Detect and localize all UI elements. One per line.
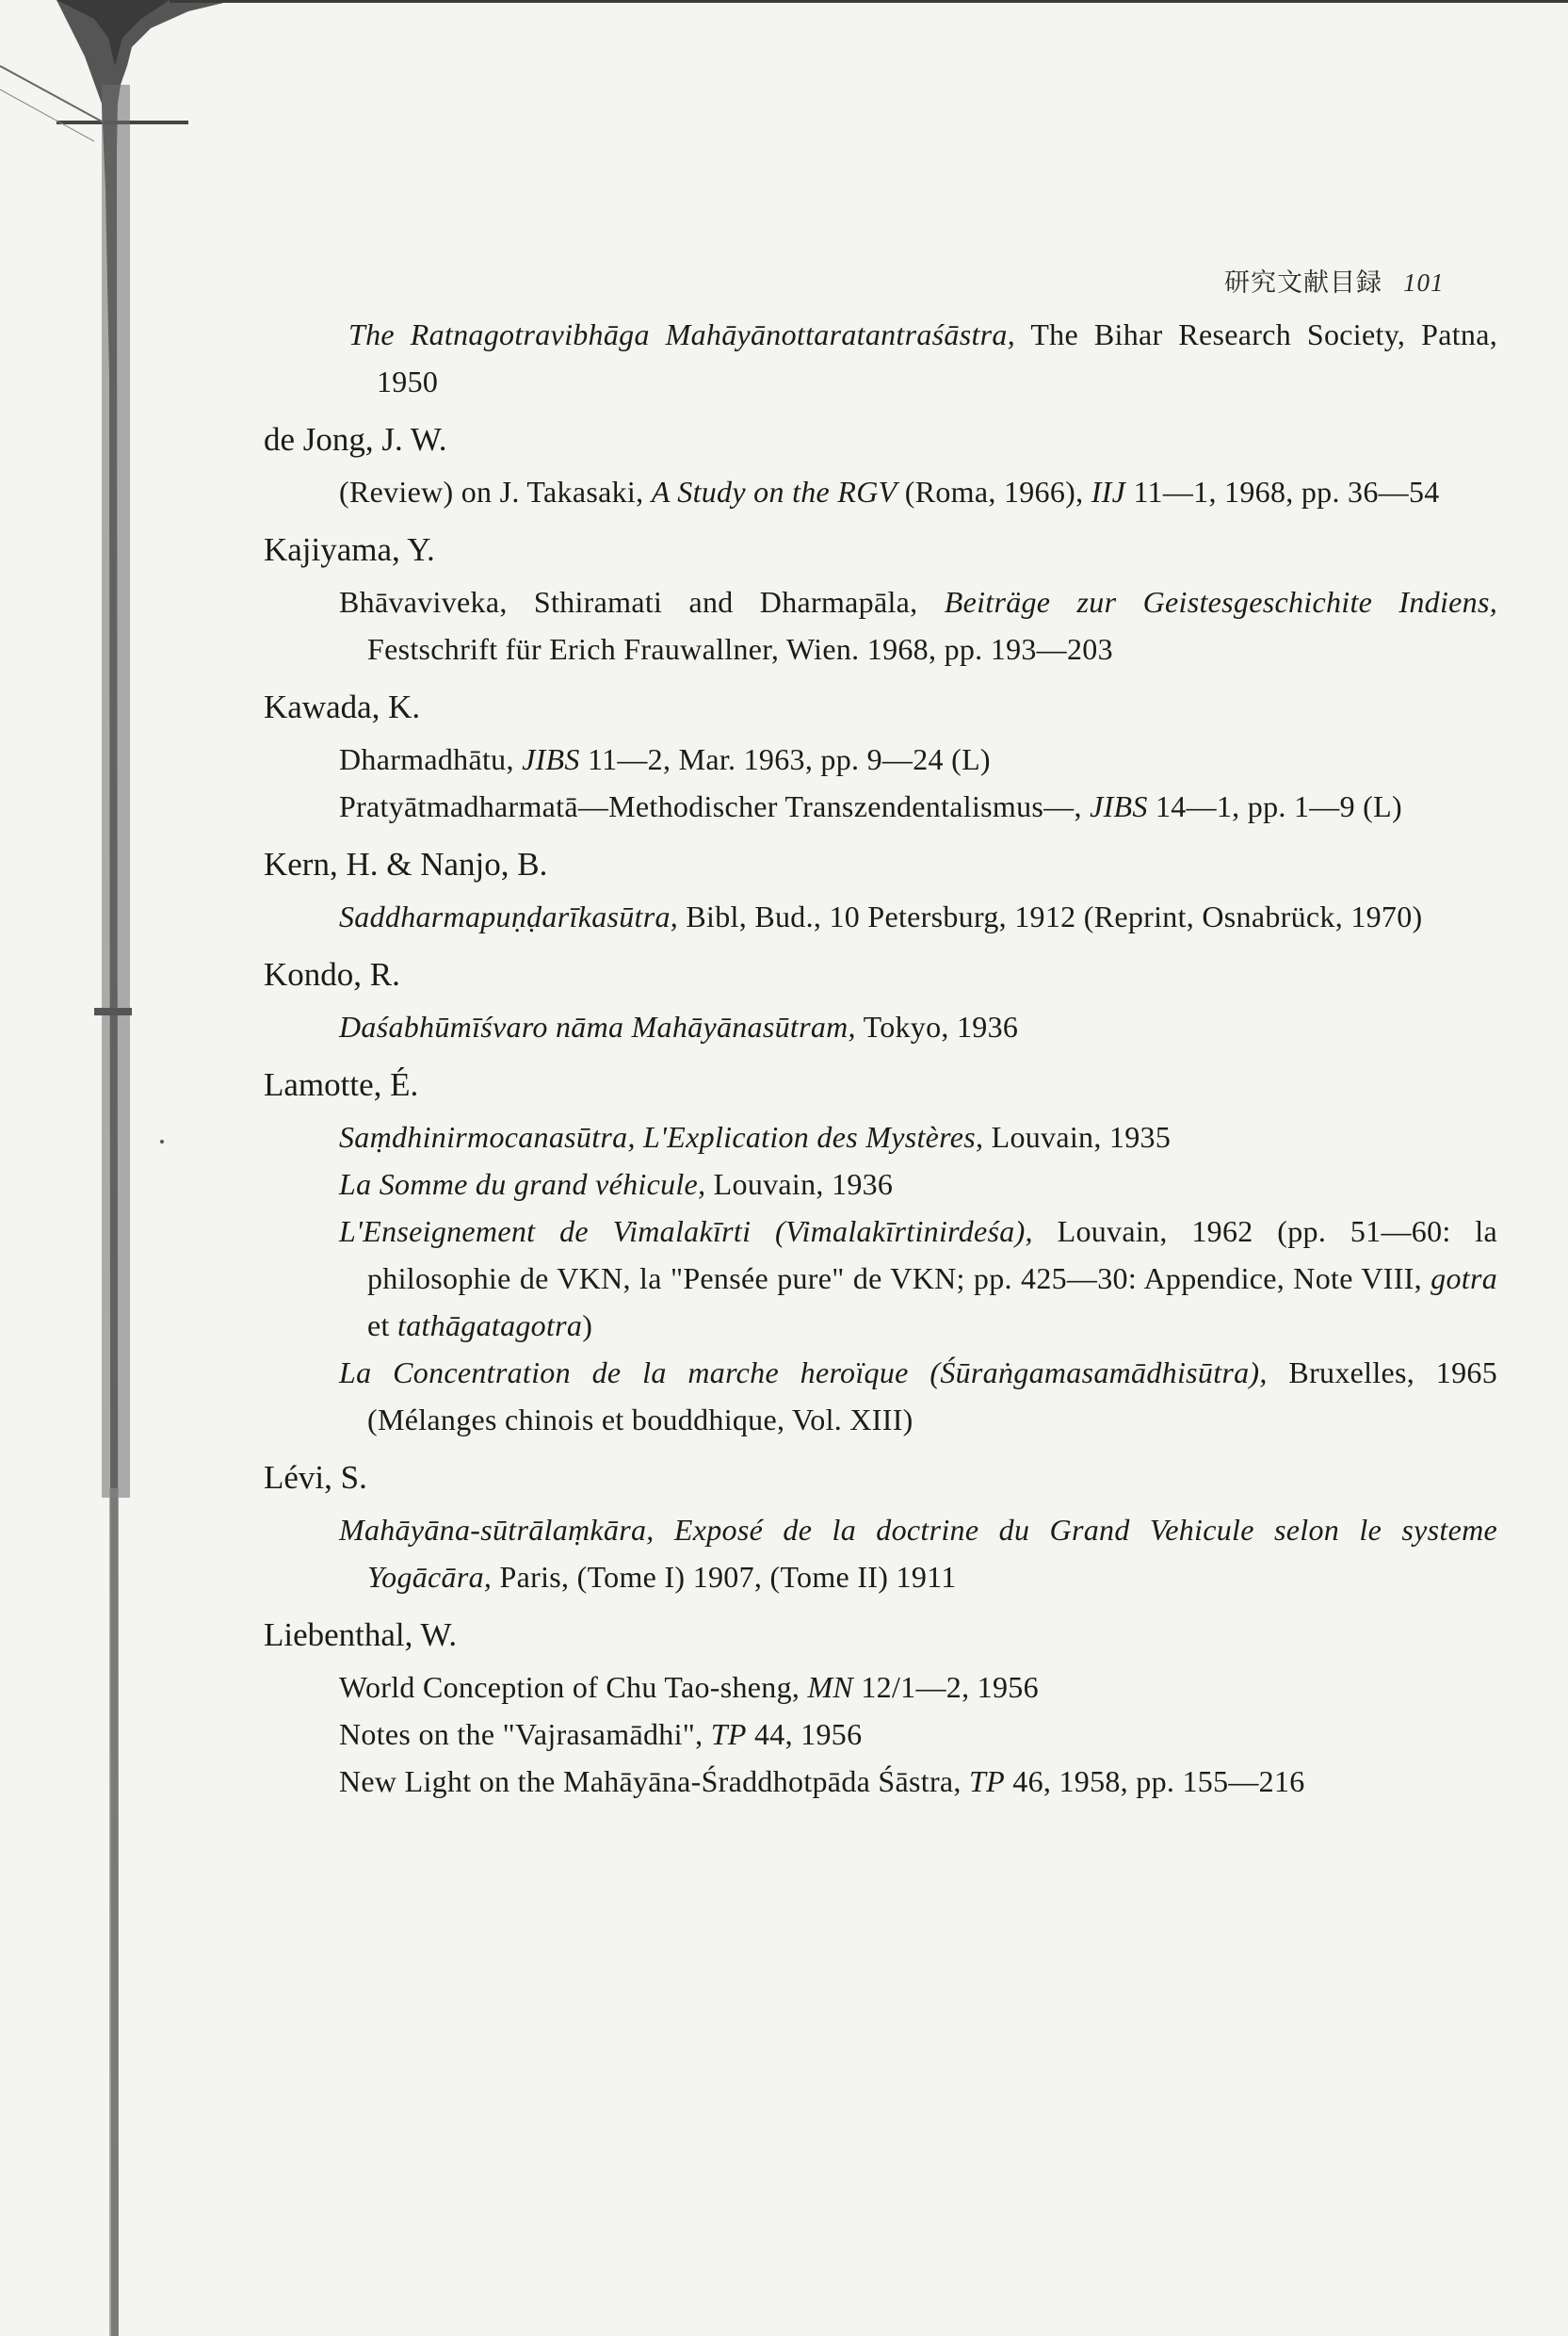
top-edge-line: [170, 0, 1568, 3]
work-details: 14—1, pp. 1—9 (L): [1147, 789, 1402, 823]
work-title: Saṃdhinirmocanasūtra, L'Explication des Mystères,: [339, 1120, 984, 1154]
work-details: Louvain, 1935: [983, 1120, 1172, 1154]
work-details: Louvain, 1936: [705, 1167, 894, 1201]
work-entry: [339, 783, 1497, 830]
work-details: 12/1—2, 1956: [853, 1670, 1039, 1704]
work-entry: [339, 1758, 1497, 1805]
author-heading: Kawada, K.: [264, 689, 421, 725]
work-details: Bibl, Bud., 10 Petersburg, 1912 (Reprint, Osnabrück, 1970): [678, 900, 1423, 933]
term-italic: tathāgatagotra: [397, 1308, 583, 1342]
work-entry: [339, 1003, 1497, 1050]
work-entry: [339, 1208, 1497, 1349]
journal-title: JIBS: [1090, 789, 1148, 823]
page-number: 101: [1403, 268, 1445, 297]
work-details: Tokyo, 1936: [855, 1010, 1019, 1044]
scan-binding-edge: [0, 0, 245, 2336]
continuation-entry: [348, 311, 1497, 405]
work-text: et: [367, 1308, 397, 1342]
work-entry: [339, 1506, 1497, 1600]
journal-title: MN: [807, 1670, 854, 1704]
work-entry: [339, 468, 1497, 515]
work-title: Daśabhūmīśvaro nāma Mahāyānasūtram,: [339, 1010, 856, 1044]
work-details: Festschrift für Erich Frauwallner, Wien. 1968, pp. 193—203: [367, 632, 1113, 666]
work-entry: [339, 1113, 1497, 1160]
work-text: Pratyātmadharmatā—Methodischer Transzendentalismus—,: [339, 789, 1091, 823]
work-entry: [339, 1663, 1497, 1711]
work-entry: [339, 578, 1497, 673]
work-text: Dharmadhātu,: [339, 742, 523, 776]
work-details: The Bihar Research Society, Patna, 1950: [377, 317, 1497, 398]
work-title: The Ratnagotravibhāga Mahāyānottaratantraśāstra,: [348, 317, 1016, 351]
work-details: Paris, (Tome I) 1907, (Tome II) 1911: [492, 1560, 957, 1594]
work-title: La Concentration de la marche heroïque (Śūraṅgamasamādhisūtra),: [339, 1355, 1268, 1389]
author-heading: Lamotte, É.: [264, 1066, 419, 1103]
work-text: Notes on the "Vajrasamādhi",: [339, 1717, 711, 1751]
work-title: Mahāyāna-sūtrālaṃkāra, Exposé de la doctrine du Grand Vehicule selon le systeme Yogācāra,: [339, 1513, 1497, 1594]
work-details: 46, 1958, pp. 155—216: [1004, 1764, 1305, 1798]
author-heading: Kajiyama, Y.: [264, 531, 435, 568]
work-entry: [339, 736, 1497, 783]
author-heading: de Jong, J. W.: [264, 421, 447, 458]
journal-title: JIBS: [522, 742, 580, 776]
author-heading: Kondo, R.: [264, 956, 400, 993]
work-details: 11—2, Mar. 1963, pp. 9—24 (L): [579, 742, 991, 776]
journal-title: IIJ: [1091, 475, 1126, 509]
work-details: Bruxelles, 1965 (Mélanges chinois et bouddhique, Vol. XIII): [367, 1355, 1497, 1436]
author-heading: Kern, H. & Nanjo, B.: [264, 846, 548, 883]
work-title: Beiträge zur Geistesgeschichite Indiens,: [944, 585, 1498, 619]
work-title: A Study on the RGV: [651, 475, 897, 509]
term-italic: gotra: [1431, 1261, 1497, 1295]
author-heading: Lévi, S.: [264, 1459, 367, 1496]
journal-title: TP: [710, 1717, 747, 1751]
work-details: 44, 1956: [746, 1717, 863, 1751]
work-text: Bhāvaviveka, Sthiramati and Dharmapāla,: [339, 585, 945, 619]
running-head: [1224, 262, 1445, 299]
work-text: World Conception of Chu Tao-sheng,: [339, 1670, 808, 1704]
work-entry: [339, 1711, 1497, 1758]
work-title: La Somme du grand véhicule,: [339, 1167, 706, 1201]
work-title: Saddharmapuṇḍarīkasūtra,: [339, 900, 679, 933]
journal-title: TP: [969, 1764, 1005, 1798]
work-title: L'Enseignement de Vimalakīrti (Vimalakīrtinirdeśa),: [339, 1214, 1033, 1248]
work-entry: [339, 1160, 1497, 1208]
running-title: 研究文献目録: [1224, 268, 1382, 297]
work-text: (Roma, 1966),: [897, 475, 1091, 509]
work-text: (Review) on J. Takasaki,: [339, 475, 652, 509]
bibliography-list: [264, 311, 1497, 1805]
work-details: 11—1, 1968, pp. 36—54: [1125, 475, 1440, 509]
work-text: ): [582, 1308, 593, 1342]
work-entry: [339, 893, 1497, 940]
author-heading: Liebenthal, W.: [264, 1616, 458, 1653]
work-entry: [339, 1349, 1497, 1443]
work-text: New Light on the Mahāyāna-Śraddhotpāda Śāstra,: [339, 1764, 970, 1798]
work-details: Louvain, 1962 (pp. 51—60: la philosophie de VKN, la "Pensée pure" de VKN; pp. 425—30: Appendice, Note VIII,: [367, 1214, 1497, 1295]
